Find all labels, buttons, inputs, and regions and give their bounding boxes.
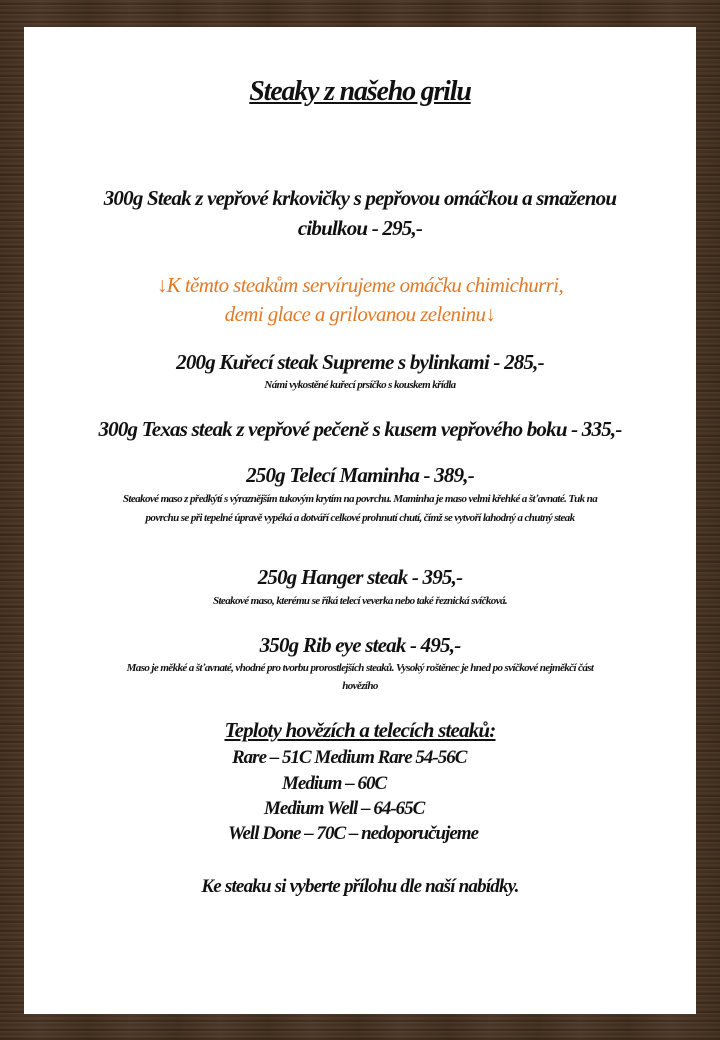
item4-desc-line2: povrchu se při tepelné úpravě vypéká a dotváří celkové prohnutí chutí, čímž se vytvoří lahodný a chutný steak — [145, 512, 575, 524]
temp-rare: Rare – 51C Medium Rare 54-56C — [232, 747, 467, 768]
item5-desc: Steakové maso, kterému se říká telecí veverka nebo také řeznická svíčková. — [212, 595, 508, 607]
temp-medium: Medium – 60C — [282, 773, 387, 794]
item6-name: 350g Rib eye steak - 495,- — [259, 633, 461, 657]
note-line2: demi glace a grilovanou zeleninu↓ — [224, 302, 496, 326]
temp-medium-well: Medium Well – 64-65C — [264, 798, 425, 819]
item4-desc-line1: Steakové maso z předkýtí s výraznějším tukovým krytím na povrchu. Maminha je maso velmi křehké a šťavnaté. Tuk na — [122, 493, 598, 505]
item6-desc-line1: Maso je měkké a šťavnaté, vhodné pro tvorbu prorostlejších steaků. Vysoký roštěnec je hned po svíčkové nejměkčí část — [126, 662, 594, 674]
item1-line2: cibulkou - 295,- — [297, 216, 423, 240]
item2-desc: Námi vykostěné kuřecí prsíčko s kouskem křídla — [264, 379, 456, 391]
item5-name: 250g Hanger steak - 395,- — [257, 565, 463, 589]
note-line1: ↓K těmto steakům servírujeme omáčku chimichurri, — [156, 273, 564, 297]
item1-line1: 300g Steak z vepřové krkovičky s pepřovou omáčkou a smaženou — [103, 186, 617, 210]
item2-name: 200g Kuřecí steak Supreme s bylinkami - 285,- — [176, 350, 544, 374]
item6-desc-line2: hovězího — [342, 680, 378, 692]
menu-title: Steaky z našeho grilu — [249, 76, 471, 107]
temp-well-done: Well Done – 70C – nedoporučujeme — [228, 823, 479, 844]
item3-name: 300g Texas steak z vepřové pečeně s kusem vepřového boku - 335,- — [98, 417, 622, 441]
item4-name: 250g Telecí Maminha - 389,- — [246, 463, 474, 487]
temperatures-heading: Teploty hovězích a telecích steaků: — [224, 718, 496, 742]
side-dish-note: Ke steaku si vyberte přílohu dle naší nabídky. — [201, 876, 519, 897]
menu-page — [24, 27, 696, 1014]
